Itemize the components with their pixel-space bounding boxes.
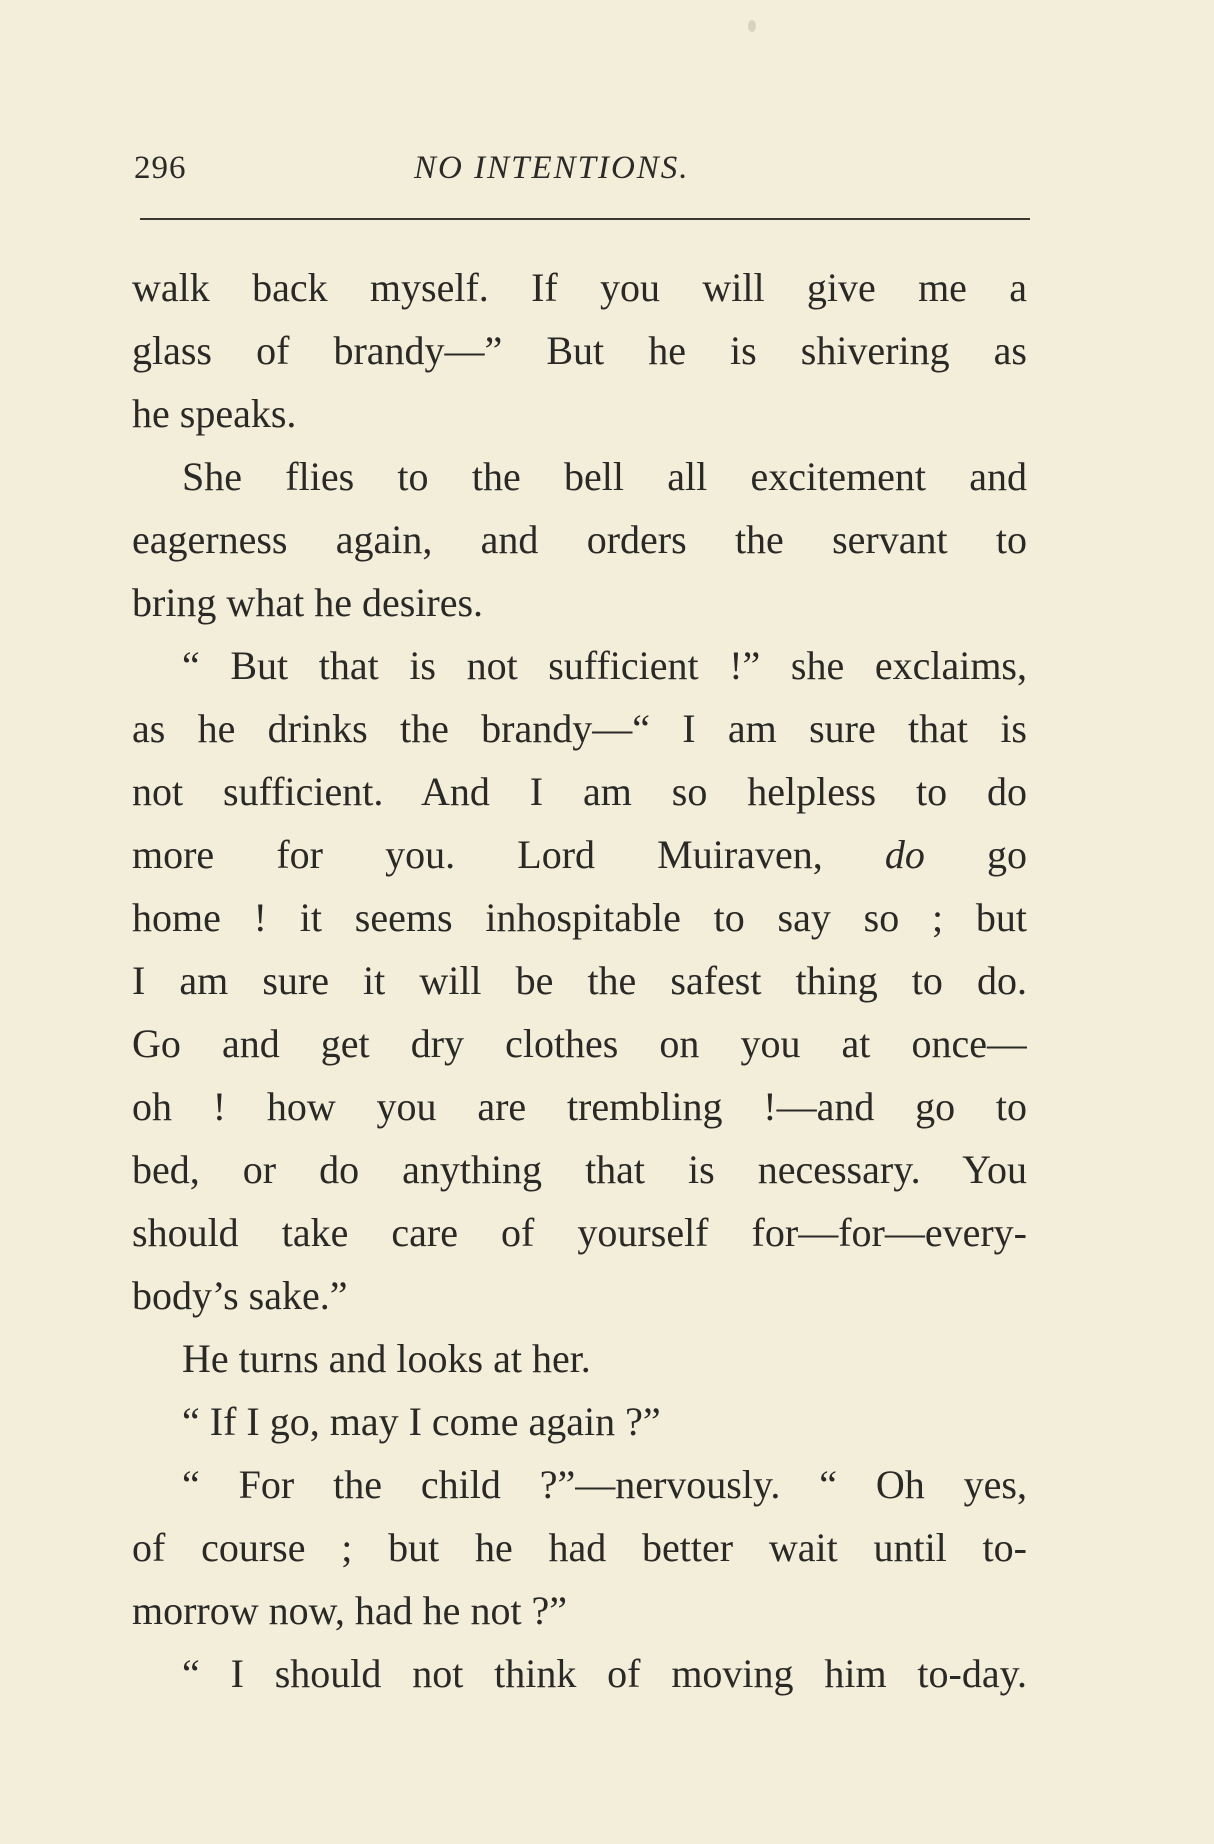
text-line: “ But that is not sufficient !” she exclaims, <box>182 643 1027 688</box>
text-line: as he drinks the brandy—“ I am sure that is <box>132 706 1027 751</box>
page-number: 296 <box>134 150 187 186</box>
text-line: bed, or do anything that is necessary. You <box>132 1147 1027 1192</box>
page-body <box>132 256 1027 1705</box>
text-line: eagerness again, and orders the servant to <box>132 517 1027 562</box>
text-line: morrow now, had he not ?” <box>132 1588 568 1633</box>
text-line: She flies to the bell all excitement and <box>182 454 1027 499</box>
text-line: should take care of yourself for—for—every- <box>132 1210 1027 1255</box>
text-line: walk back myself. If you will give me a <box>132 265 1027 310</box>
text-segment: more for you. Lord Muiraven, <box>132 832 823 877</box>
text-line: glass of brandy—” But he is shivering as <box>132 328 1027 373</box>
italic-word: do <box>884 832 925 877</box>
running-title: NO INTENTIONS. <box>414 150 690 186</box>
text-line: oh ! how you are trembling !—and go to <box>132 1084 1027 1129</box>
text-line: He turns and looks at her. <box>182 1336 591 1381</box>
header-rule <box>140 218 1030 220</box>
text-line: “ I should not think of moving him to-day. <box>182 1651 1027 1696</box>
text-line: home ! it seems inhospitable to say so ; but <box>132 895 1027 940</box>
text-line: bring what he desires. <box>132 580 484 625</box>
text-line: of course ; but he had better wait until to- <box>132 1525 1027 1570</box>
text-line: not sufficient. And I am so helpless to do <box>132 769 1027 814</box>
text-line: he speaks. <box>132 391 297 436</box>
page-header <box>134 150 1030 194</box>
text-line: “ For the child ?”—nervously. “ Oh yes, <box>182 1462 1027 1507</box>
text-line: Go and get dry clothes on you at once— <box>132 1021 1027 1066</box>
text-segment: go <box>987 832 1027 877</box>
text-line <box>132 823 1027 886</box>
paper-spot <box>748 20 756 32</box>
text-line: body’s sake.” <box>132 1273 348 1318</box>
text-line: I am sure it will be the safest thing to do. <box>132 958 1027 1003</box>
text-line: “ If I go, may I come again ?” <box>182 1399 661 1444</box>
